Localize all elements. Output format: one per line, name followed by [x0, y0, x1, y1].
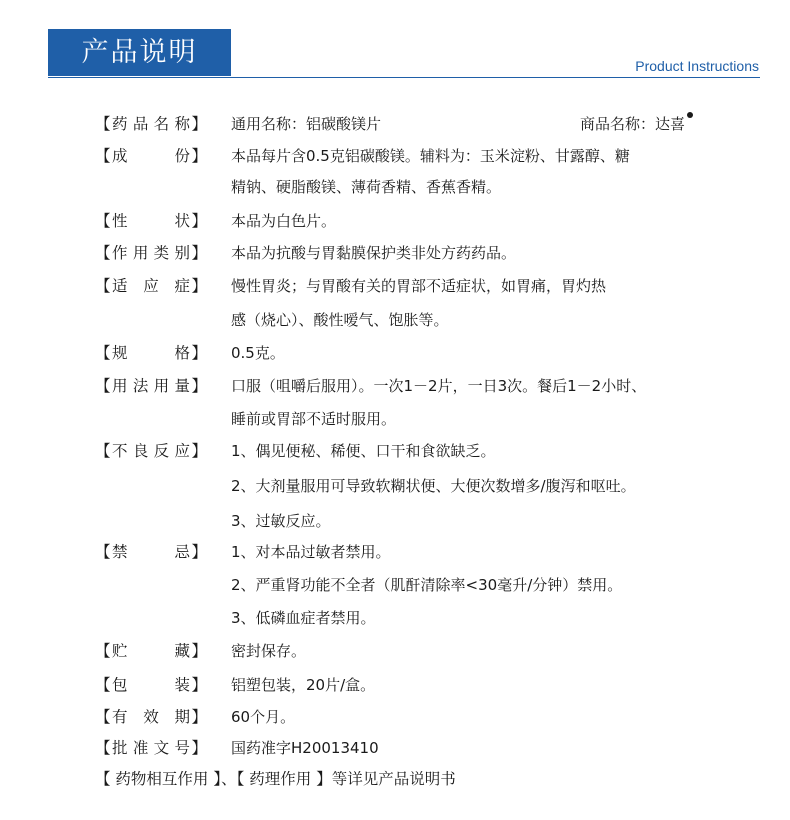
field-value: 睡前或胃部不适时服用。 — [231, 410, 397, 428]
field-value: 口服（咀嚼后服用）。一次1－2片，一日3次。餐后1－2小时、 — [231, 377, 647, 395]
field-label: 【 适 应 症 】 — [95, 277, 207, 295]
field-label: 【 用 法 用 量 】 — [95, 377, 207, 395]
field-value: 国药准字H20013410 — [231, 739, 379, 757]
field-label: 【 有 效 期 】 — [95, 708, 207, 726]
title-underline — [48, 77, 760, 78]
field-value: 铝塑包装，20片/盒。 — [231, 676, 376, 694]
field-label: 【 作 用 类 别 】 — [95, 244, 207, 262]
field-value: 2、严重肾功能不全者（肌酐清除率<30毫升/分钟）禁用。 — [231, 576, 623, 594]
field-value: 感（烧心）、酸性嗳气、饱胀等。 — [231, 311, 449, 329]
field-value: 3、低磷血症者禁用。 — [231, 609, 376, 627]
field-value: 精钠、硬脂酸镁、薄荷香精、香蕉香精。 — [231, 178, 502, 196]
field-value: 60个月。 — [231, 708, 296, 726]
field-value: 1、对本品过敏者禁用。 — [231, 543, 391, 561]
page-title: 产品说明 — [48, 29, 231, 76]
field-label: 【 包 装 】 — [95, 676, 207, 694]
footer-note: 【 药物相互作用 】、【 药理作用 】等详见产品说明书 — [95, 770, 456, 788]
field-value: 3、过敏反应。 — [231, 512, 331, 530]
field-label: 【 不 良 反 应 】 — [95, 442, 207, 460]
field-label: 【 禁 忌 】 — [95, 543, 207, 561]
registered-mark-icon — [687, 112, 693, 118]
field-label: 【 药 品 名 称 】 — [95, 115, 207, 133]
field-value: 密封保存。 — [231, 642, 307, 660]
field-value: 本品为白色片。 — [231, 212, 337, 230]
field-value: 1、偶见便秘、稀便、口干和食欲缺乏。 — [231, 442, 496, 460]
field-value: 0.5克。 — [231, 344, 285, 362]
field-value: 慢性胃炎；与胃酸有关的胃部不适症状，如胃痛，胃灼热 — [231, 277, 607, 295]
field-label: 【 性 状 】 — [95, 212, 207, 230]
page-subtitle: Product Instructions — [635, 58, 759, 74]
trade-name: 商品名称：达喜 — [580, 109, 693, 139]
generic-name: 通用名称：铝碳酸镁片 — [231, 115, 382, 133]
field-label: 【 成 份 】 — [95, 147, 207, 165]
field-value: 本品为抗酸与胃黏膜保护类非处方药药品。 — [231, 244, 517, 262]
field-label: 【 批 准 文 号 】 — [95, 739, 207, 757]
field-value: 2、大剂量服用可导致软糊状便、大便次数增多/腹泻和呕吐。 — [231, 477, 636, 495]
field-value: 本品每片含0.5克铝碳酸镁。辅料为：玉米淀粉、甘露醇、糖 — [231, 147, 630, 165]
field-label: 【 规 格 】 — [95, 344, 207, 362]
field-label: 【 贮 藏 】 — [95, 642, 207, 660]
